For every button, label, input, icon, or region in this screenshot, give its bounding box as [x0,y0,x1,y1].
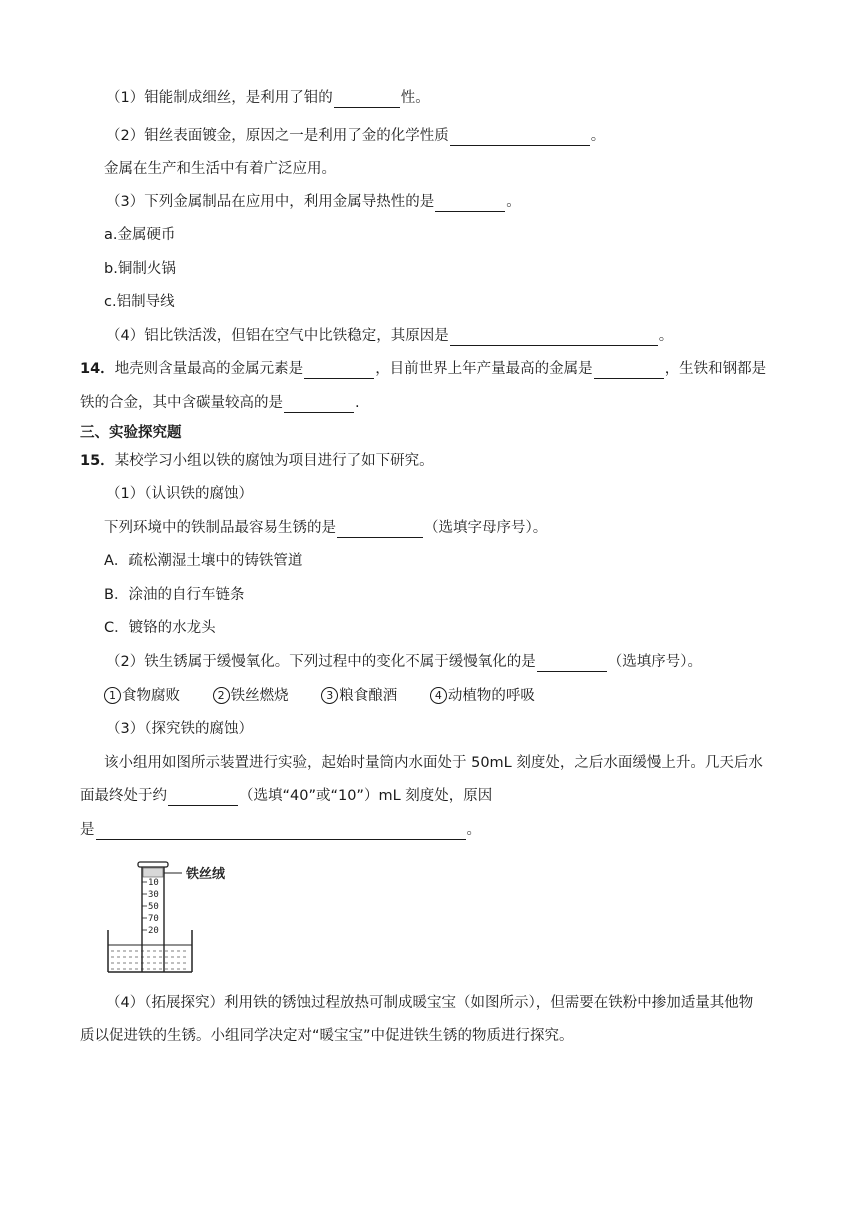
text: ，目前世界上年产量最高的金属是 [375,361,593,377]
text: （2）铁生锈属于缓慢氧化。下列过程中的变化不属于缓慢氧化的是 [106,654,536,670]
text: 质以促进铁的生锈。小组同学决定对“暖宝宝”中促进铁生锈的物质进行探究。 [80,1028,574,1044]
text: 某校学习小组以铁的腐蚀为项目进行了如下研究。 [114,453,434,469]
circled-number: 3 [321,687,338,704]
circled-number: 2 [213,687,230,704]
text: （3）下列金属制品在应用中，利用金属导热性的是 [106,194,435,210]
answer-blank[interactable] [450,329,658,346]
question-15-part2 [106,652,702,672]
tick-label: 70 [148,914,159,924]
question-13-part3 [106,192,521,212]
text: . [355,395,360,411]
answer-blank[interactable] [594,362,664,379]
text: （选填“40”或“10”）mL 刻度处，原因 [239,788,493,804]
text: 地壳则含量最高的金属元素是 [114,361,304,377]
text: a.金属硬币 [104,227,176,243]
answer-blank[interactable] [334,91,400,108]
question-15-part3-title [106,719,253,739]
question-number: 14． [80,361,115,377]
option-A [104,551,302,571]
question-15-part3-line2 [80,786,492,806]
text: C．镀铬的水龙头 [104,620,216,636]
text: 下列环境中的铁制品最容易生锈的是 [104,520,336,536]
answer-blank[interactable] [537,655,607,672]
option-c [104,292,175,312]
beaker [108,930,192,972]
question-15-part2-options [104,686,563,706]
option-C [104,618,216,638]
text: 。 [658,328,674,344]
graduated-cylinder-diagram [100,860,260,980]
figure-label: 铁丝绒 [186,867,226,882]
question-15-part3-line3 [80,820,481,840]
question-15-part4-line2 [80,1026,574,1046]
text: （3）（探究铁的腐蚀） [106,721,253,737]
text: 。 [590,128,606,144]
tick-label: 10 [148,878,159,888]
text: （1）钼能制成细丝，是利用了钼的 [106,90,333,106]
option-a [104,225,176,245]
text: 。 [466,822,481,838]
text: b.铜制火锅 [104,261,176,277]
text: 性。 [400,90,430,106]
answer-blank[interactable] [96,823,466,840]
heading-text: 三、实验探究题 [80,425,182,441]
circled-number: 4 [430,687,447,704]
question-13-part4 [106,326,673,346]
answer-blank[interactable] [337,521,423,538]
text: （1）（认识铁的腐蚀） [106,486,253,502]
text: （4）铝比铁活泼，但铝在空气中比铁稳定，其原因是 [106,328,449,344]
question-15-part4-line1 [106,993,753,1013]
tick-label: 50 [148,902,159,912]
text: c.铝制导线 [104,294,175,310]
apparatus-figure [100,860,260,980]
text: B．涂油的自行车链条 [104,587,245,603]
option-4 [430,686,535,706]
question-15-stem [80,451,434,471]
question-15-part3-line1 [104,753,763,773]
section-heading [80,423,182,443]
text: A．疏松潮湿土壤中的铸铁管道 [104,553,303,569]
question-13-part1 [106,88,430,108]
text: 金属在生产和生活中有着广泛应用。 [104,161,336,177]
text: 动植物的呼吸 [447,688,535,704]
text: （选填字母序号）。 [424,520,548,536]
answer-blank[interactable] [168,789,238,806]
option-1 [104,686,180,706]
text: 食物腐败 [122,688,180,704]
text: 。 [506,194,521,210]
question-13-part2 [106,126,605,146]
text: 该小组用如图所示装置进行实验，起始时量筒内水面处于 50mL 刻度处，之后水面缓慢上升。几天后水 [104,755,763,771]
answer-blank[interactable] [284,396,354,413]
answer-blank[interactable] [450,129,590,146]
text: 铁丝燃烧 [230,688,289,704]
answer-blank[interactable] [304,362,374,379]
question-15-part1-text [104,518,547,538]
text: （4）（拓展探究）利用铁的锈蚀过程放热可制成暖宝宝（如图所示），但需要在铁粉中掺加适量其他物 [106,995,754,1011]
intro-text [104,159,336,179]
tick-label: 30 [148,890,159,900]
text: 粮食酿酒 [339,688,398,704]
question-number: 15． [80,453,115,469]
text: 面最终处于约 [80,788,167,804]
question-15-part1-title [106,484,253,504]
option-b [104,259,176,279]
question-14-line2 [80,393,360,413]
text: ，生铁和钢都是 [664,361,767,377]
text: 是 [80,822,95,838]
option-3 [321,686,397,706]
tick-label: 20 [148,926,159,936]
text: （选填序号）。 [607,654,702,670]
text: 铁的合金，其中含碳量较高的是 [80,395,283,411]
answer-blank[interactable] [435,195,505,212]
option-2 [213,686,289,706]
circled-number: 1 [104,687,121,704]
question-14-line1 [80,359,766,379]
text: （2）钼丝表面镀金，原因之一是利用了金的化学性质 [106,128,449,144]
option-B [104,585,244,605]
graduated-cylinder [138,862,168,972]
